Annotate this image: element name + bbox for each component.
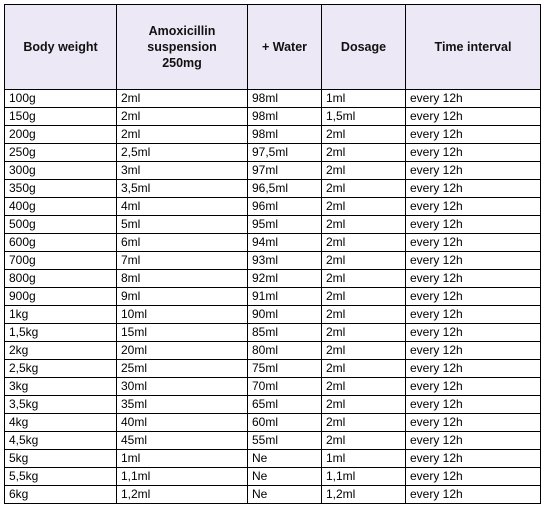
- body-weight-cell: 4,5kg: [5, 432, 117, 450]
- dosage-cell: 2ml: [322, 432, 406, 450]
- amoxicillin-cell: 2ml: [117, 126, 248, 144]
- water-cell: 75ml: [248, 360, 322, 378]
- dosage-cell: 2ml: [322, 252, 406, 270]
- body-weight-cell: 600g: [5, 234, 117, 252]
- time-interval-cell: every 12h: [406, 486, 541, 504]
- water-cell: 94ml: [248, 234, 322, 252]
- amoxicillin-cell: 2ml: [117, 90, 248, 108]
- table-row: [5, 216, 541, 234]
- time-interval-cell: every 12h: [406, 270, 541, 288]
- amoxicillin-cell: 1,1ml: [117, 468, 248, 486]
- amoxicillin-cell: 7ml: [117, 252, 248, 270]
- header-amoxicillin-line1: Amoxicillin: [148, 24, 216, 38]
- body-weight-cell: 700g: [5, 252, 117, 270]
- amoxicillin-cell: 3ml: [117, 162, 248, 180]
- water-cell: 98ml: [248, 90, 322, 108]
- table-row: [5, 288, 541, 306]
- header-amoxicillin-line2: suspension: [147, 40, 217, 54]
- water-cell: Ne: [248, 468, 322, 486]
- amoxicillin-cell: 5ml: [117, 216, 248, 234]
- dosage-cell: 2ml: [322, 378, 406, 396]
- dosage-cell: 2ml: [322, 270, 406, 288]
- amoxicillin-cell: 30ml: [117, 378, 248, 396]
- table-row: [5, 378, 541, 396]
- time-interval-cell: every 12h: [406, 108, 541, 126]
- body-weight-cell: 5,5kg: [5, 468, 117, 486]
- time-interval-cell: every 12h: [406, 288, 541, 306]
- header-water: + Water: [248, 5, 322, 90]
- time-interval-cell: every 12h: [406, 414, 541, 432]
- dosage-cell: 2ml: [322, 234, 406, 252]
- header-amoxicillin: [117, 5, 248, 90]
- body-weight-cell: 3,5kg: [5, 396, 117, 414]
- time-interval-cell: every 12h: [406, 180, 541, 198]
- body-weight-cell: 350g: [5, 180, 117, 198]
- body-weight-cell: 900g: [5, 288, 117, 306]
- table-row: [5, 468, 541, 486]
- dosage-cell: 2ml: [322, 180, 406, 198]
- table-row: [5, 144, 541, 162]
- amoxicillin-cell: 9ml: [117, 288, 248, 306]
- dosage-cell: 2ml: [322, 162, 406, 180]
- table-row: [5, 126, 541, 144]
- water-cell: 91ml: [248, 288, 322, 306]
- dosage-cell: 1ml: [322, 450, 406, 468]
- amoxicillin-cell: 25ml: [117, 360, 248, 378]
- dosage-cell: 1,5ml: [322, 108, 406, 126]
- table-row: [5, 486, 541, 504]
- dosage-cell: 1,2ml: [322, 486, 406, 504]
- time-interval-cell: every 12h: [406, 378, 541, 396]
- table-row: [5, 414, 541, 432]
- body-weight-cell: 200g: [5, 126, 117, 144]
- time-interval-cell: every 12h: [406, 144, 541, 162]
- water-cell: 60ml: [248, 414, 322, 432]
- water-cell: 80ml: [248, 342, 322, 360]
- time-interval-cell: every 12h: [406, 162, 541, 180]
- water-cell: 97ml: [248, 162, 322, 180]
- table-row: [5, 324, 541, 342]
- table-row: [5, 432, 541, 450]
- dosage-cell: 2ml: [322, 288, 406, 306]
- time-interval-cell: every 12h: [406, 360, 541, 378]
- dosage-cell: 2ml: [322, 360, 406, 378]
- dosage-cell: 2ml: [322, 414, 406, 432]
- time-interval-cell: every 12h: [406, 126, 541, 144]
- body-weight-cell: 1kg: [5, 306, 117, 324]
- dosage-table-container: [4, 4, 540, 504]
- amoxicillin-cell: 40ml: [117, 414, 248, 432]
- amoxicillin-cell: 8ml: [117, 270, 248, 288]
- table-row: [5, 342, 541, 360]
- dosage-cell: 2ml: [322, 342, 406, 360]
- water-cell: Ne: [248, 450, 322, 468]
- water-cell: 95ml: [248, 216, 322, 234]
- water-cell: 70ml: [248, 378, 322, 396]
- amoxicillin-cell: 3,5ml: [117, 180, 248, 198]
- amoxicillin-cell: 4ml: [117, 198, 248, 216]
- body-weight-cell: 5kg: [5, 450, 117, 468]
- water-cell: 55ml: [248, 432, 322, 450]
- dosage-cell: 2ml: [322, 144, 406, 162]
- dosage-cell: 2ml: [322, 216, 406, 234]
- water-cell: 96ml: [248, 198, 322, 216]
- table-header: [5, 5, 541, 90]
- table-row: [5, 396, 541, 414]
- amoxicillin-cell: 2ml: [117, 108, 248, 126]
- time-interval-cell: every 12h: [406, 450, 541, 468]
- amoxicillin-cell: 20ml: [117, 342, 248, 360]
- header-row: [5, 5, 541, 90]
- time-interval-cell: every 12h: [406, 342, 541, 360]
- body-weight-cell: 400g: [5, 198, 117, 216]
- dosage-cell: 2ml: [322, 324, 406, 342]
- time-interval-cell: every 12h: [406, 216, 541, 234]
- time-interval-cell: every 12h: [406, 468, 541, 486]
- time-interval-cell: every 12h: [406, 306, 541, 324]
- time-interval-cell: every 12h: [406, 324, 541, 342]
- body-weight-cell: 2,5kg: [5, 360, 117, 378]
- table-row: [5, 234, 541, 252]
- dosage-cell: 2ml: [322, 126, 406, 144]
- table-row: [5, 360, 541, 378]
- header-body-weight: Body weight: [5, 5, 117, 90]
- body-weight-cell: 6kg: [5, 486, 117, 504]
- body-weight-cell: 150g: [5, 108, 117, 126]
- amoxicillin-cell: 45ml: [117, 432, 248, 450]
- table-row: [5, 162, 541, 180]
- amoxicillin-cell: 15ml: [117, 324, 248, 342]
- body-weight-cell: 300g: [5, 162, 117, 180]
- table-row: [5, 198, 541, 216]
- body-weight-cell: 100g: [5, 90, 117, 108]
- table-row: [5, 270, 541, 288]
- table-row: [5, 306, 541, 324]
- body-weight-cell: 1,5kg: [5, 324, 117, 342]
- dosage-table: [4, 4, 541, 504]
- water-cell: 96,5ml: [248, 180, 322, 198]
- body-weight-cell: 500g: [5, 216, 117, 234]
- header-amoxicillin-line3: 250mg: [162, 56, 202, 70]
- time-interval-cell: every 12h: [406, 432, 541, 450]
- water-cell: Ne: [248, 486, 322, 504]
- time-interval-cell: every 12h: [406, 198, 541, 216]
- time-interval-cell: every 12h: [406, 252, 541, 270]
- table-row: [5, 108, 541, 126]
- body-weight-cell: 4kg: [5, 414, 117, 432]
- water-cell: 93ml: [248, 252, 322, 270]
- amoxicillin-cell: 2,5ml: [117, 144, 248, 162]
- amoxicillin-cell: 6ml: [117, 234, 248, 252]
- time-interval-cell: every 12h: [406, 234, 541, 252]
- body-weight-cell: 800g: [5, 270, 117, 288]
- time-interval-cell: every 12h: [406, 90, 541, 108]
- table-body: [5, 90, 541, 504]
- dosage-cell: 1ml: [322, 90, 406, 108]
- water-cell: 90ml: [248, 306, 322, 324]
- amoxicillin-cell: 35ml: [117, 396, 248, 414]
- table-row: [5, 252, 541, 270]
- water-cell: 97,5ml: [248, 144, 322, 162]
- amoxicillin-cell: 1,2ml: [117, 486, 248, 504]
- table-row: [5, 450, 541, 468]
- header-dosage: Dosage: [322, 5, 406, 90]
- body-weight-cell: 3kg: [5, 378, 117, 396]
- table-row: [5, 90, 541, 108]
- amoxicillin-cell: 10ml: [117, 306, 248, 324]
- water-cell: 98ml: [248, 108, 322, 126]
- water-cell: 98ml: [248, 126, 322, 144]
- dosage-cell: 1,1ml: [322, 468, 406, 486]
- dosage-cell: 2ml: [322, 198, 406, 216]
- body-weight-cell: 2kg: [5, 342, 117, 360]
- amoxicillin-cell: 1ml: [117, 450, 248, 468]
- dosage-cell: 2ml: [322, 396, 406, 414]
- water-cell: 92ml: [248, 270, 322, 288]
- header-time-interval: Time interval: [406, 5, 541, 90]
- body-weight-cell: 250g: [5, 144, 117, 162]
- time-interval-cell: every 12h: [406, 396, 541, 414]
- water-cell: 65ml: [248, 396, 322, 414]
- dosage-cell: 2ml: [322, 306, 406, 324]
- table-row: [5, 180, 541, 198]
- water-cell: 85ml: [248, 324, 322, 342]
